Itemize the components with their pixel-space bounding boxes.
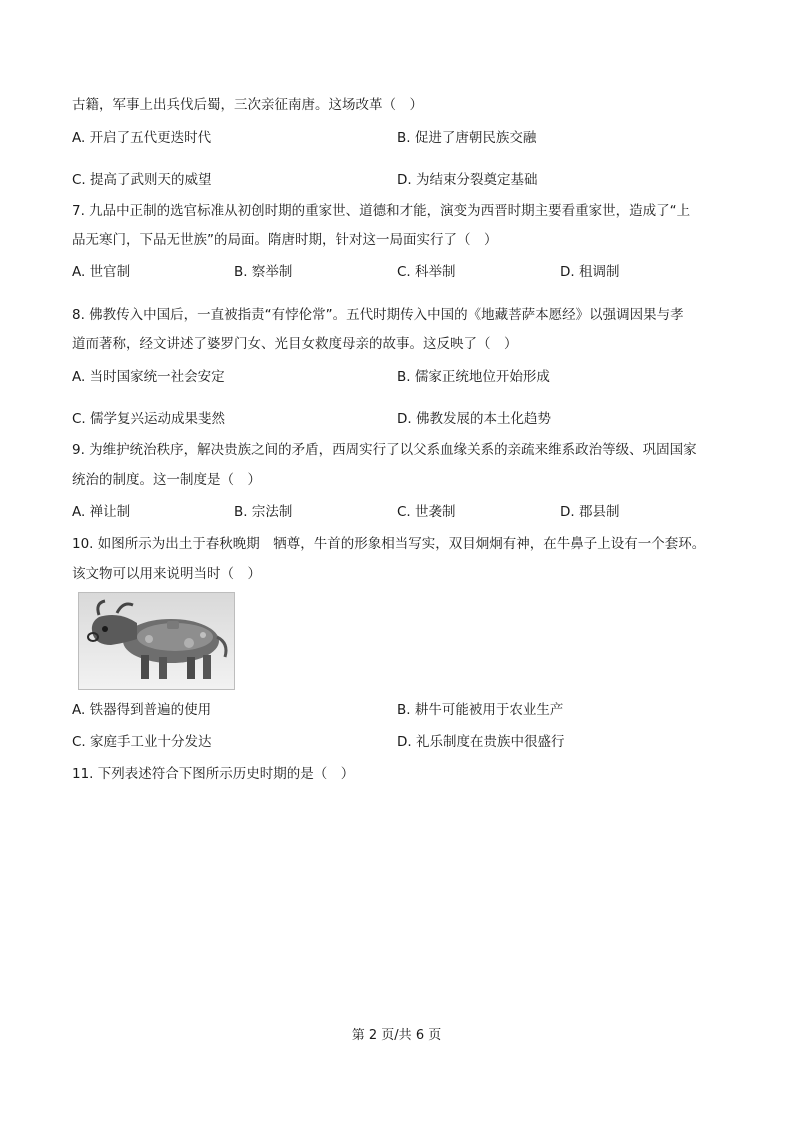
- q6-option-b: B. 促进了唐朝民族交融: [397, 130, 537, 146]
- q6-option-d: D. 为结束分裂奠定基础: [397, 172, 538, 188]
- q10-stem-line2: 该文物可以用来说明当时（ ）: [72, 566, 261, 582]
- q7-stem-line1: 7. 九品中正制的选官标准从初创时期的重家世、道德和才能，演变为西晋时期主要看重家世，造成了“上: [72, 203, 691, 219]
- q7-stem-line2: 品无寒门，下品无世族”的局面。隋唐时期，针对这一局面实行了（ ）: [72, 232, 498, 248]
- q8-option-d: D. 佛教发展的本土化趋势: [397, 411, 551, 427]
- q8-option-a: A. 当时国家统一社会安定: [72, 369, 225, 385]
- q7-option-b: B. 察举制: [234, 264, 293, 280]
- ox-zun-artifact-photo: [78, 592, 235, 690]
- page-footer: 第 2 页/共 6 页: [351, 1028, 442, 1043]
- q10-option-a: A. 铁器得到普遍的使用: [72, 702, 212, 718]
- q7-option-a: A. 世官制: [72, 264, 131, 280]
- ox-zun-illustration: [79, 593, 234, 689]
- q11-stem-line1: 11. 下列表述符合下图所示历史时期的是（ ）: [72, 766, 355, 782]
- q8-option-b: B. 儒家正统地位开始形成: [397, 369, 550, 385]
- q6-stem-end: 古籍，军事上出兵伐后蜀，三次亲征南唐。这场改革（ ）: [72, 97, 423, 113]
- q9-option-b: B. 宗法制: [234, 504, 293, 520]
- q6-option-a: A. 开启了五代更迭时代: [72, 130, 212, 146]
- q9-option-a: A. 禅让制: [72, 504, 131, 520]
- q7-option-c: C. 科举制: [397, 264, 456, 280]
- q8-stem-line1: 8. 佛教传入中国后，一直被指责“有悖伦常”。五代时期传入中国的《地藏菩萨本愿经》以强调因果与孝: [72, 307, 684, 323]
- q8-option-c: C. 儒学复兴运动成果斐然: [72, 411, 226, 427]
- q10-option-c: C. 家庭手工业十分发达: [72, 734, 212, 750]
- q10-option-b: B. 耕牛可能被用于农业生产: [397, 702, 564, 718]
- q7-option-d: D. 租调制: [560, 264, 620, 280]
- q10-option-d: D. 礼乐制度在贵族中很盛行: [397, 734, 565, 750]
- q9-stem-line2: 统治的制度。这一制度是（ ）: [72, 472, 261, 488]
- q6-option-c: C. 提高了武则天的威望: [72, 172, 212, 188]
- q10-stem-line1: 10. 如图所示为出土于春秋晚期 牺尊，牛首的形象相当写实，双目炯炯有神，在牛鼻子上设有一个套环。: [72, 536, 706, 552]
- q9-option-c: C. 世袭制: [397, 504, 456, 520]
- q8-stem-line2: 道而著称，经文讲述了婆罗门女、光目女救度母亲的故事。这反映了（ ）: [72, 336, 518, 352]
- q9-option-d: D. 郡县制: [560, 504, 620, 520]
- q9-stem-line1: 9. 为维护统治秩序，解决贵族之间的矛盾，西周实行了以父系血缘关系的亲疏来维系政治等级、巩固国家: [72, 442, 697, 458]
